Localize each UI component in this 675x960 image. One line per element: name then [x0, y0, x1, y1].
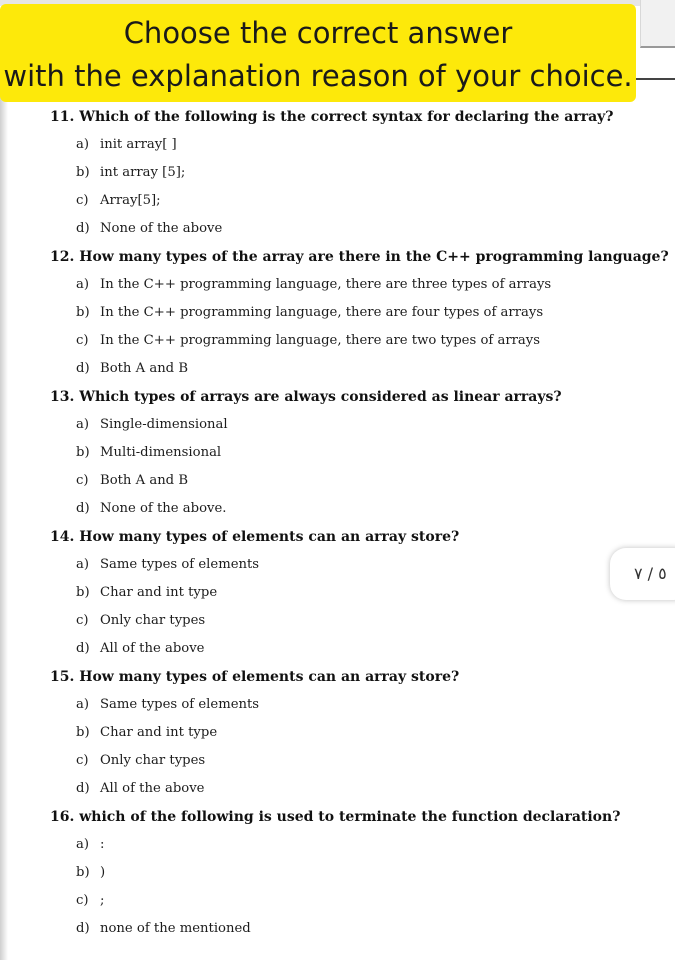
option-text: Only char types — [100, 753, 206, 768]
page-edge-shadow — [0, 90, 8, 960]
option-item — [50, 416, 650, 444]
banner-line-2: with the explanation reason of your choice. — [3, 59, 633, 93]
question-12: 12. How many types of the array are there in the C++ programming language? — [50, 249, 669, 265]
question-16: 16. which of the following is used to terminate the function declaration? — [50, 809, 621, 825]
option-text: Both A and B — [100, 361, 189, 376]
option-text: Char and int type — [100, 585, 218, 600]
option-letter: d) — [76, 781, 90, 796]
option-item — [50, 556, 650, 584]
option-letter: d) — [76, 501, 90, 516]
option-letter: c) — [76, 753, 89, 768]
option-letter: c) — [76, 613, 89, 628]
option-letter: b) — [76, 305, 90, 320]
page-counter-badge[interactable] — [610, 548, 675, 600]
option-text: ) — [100, 865, 106, 880]
option-letter: c) — [76, 893, 89, 908]
option-text: In the C++ programming language, there are three types of arrays — [100, 277, 552, 292]
instruction-banner — [0, 4, 636, 102]
option-text: Multi-dimensional — [100, 445, 222, 460]
option-item — [50, 892, 650, 920]
option-text: none of the mentioned — [100, 921, 251, 936]
option-letter: a) — [76, 837, 90, 852]
option-text: Array[5]; — [100, 193, 161, 208]
option-letter: d) — [76, 361, 90, 376]
option-item — [50, 752, 650, 780]
option-item — [50, 360, 650, 388]
option-text: Only char types — [100, 613, 206, 628]
option-letter: b) — [76, 725, 90, 740]
option-item — [50, 584, 650, 612]
option-item — [50, 136, 650, 164]
option-text: Single-dimensional — [100, 417, 228, 432]
option-item — [50, 864, 650, 892]
option-item — [50, 696, 650, 724]
option-item — [50, 304, 650, 332]
question-11: 11. Which of the following is the correct syntax for declaring the array? — [50, 109, 614, 125]
option-item — [50, 220, 650, 248]
option-text: Same types of elements — [100, 557, 260, 572]
option-text: : — [100, 837, 105, 852]
option-item — [50, 444, 650, 472]
option-letter: d) — [76, 921, 90, 936]
option-letter: a) — [76, 557, 90, 572]
option-letter: b) — [76, 585, 90, 600]
option-item — [50, 500, 650, 528]
option-letter: a) — [76, 417, 90, 432]
option-letter: c) — [76, 193, 89, 208]
option-text: None of the above — [100, 221, 223, 236]
divider-rule — [636, 78, 675, 80]
option-item — [50, 612, 650, 640]
option-item — [50, 332, 650, 360]
question-15: 15. How many types of elements can an array store? — [50, 669, 460, 685]
option-text: All of the above — [100, 781, 205, 796]
option-item — [50, 920, 650, 948]
option-text: Both A and B — [100, 473, 189, 488]
question-14: 14. How many types of elements can an array store? — [50, 529, 460, 545]
option-letter: b) — [76, 165, 90, 180]
option-item — [50, 780, 650, 808]
option-item — [50, 472, 650, 500]
option-text: int array [5]; — [100, 165, 186, 180]
option-item — [50, 164, 650, 192]
option-item — [50, 276, 650, 304]
option-text: All of the above — [100, 641, 205, 656]
option-item — [50, 192, 650, 220]
option-text: ; — [100, 893, 105, 908]
option-letter: a) — [76, 277, 90, 292]
option-letter: c) — [76, 333, 89, 348]
option-text: init array[ ] — [100, 137, 177, 152]
next-page-edge — [640, 0, 675, 48]
option-letter: d) — [76, 221, 90, 236]
option-text: Same types of elements — [100, 697, 260, 712]
option-letter: b) — [76, 445, 90, 460]
option-letter: d) — [76, 641, 90, 656]
option-text: In the C++ programming language, there are two types of arrays — [100, 333, 541, 348]
option-letter: a) — [76, 137, 90, 152]
option-text: None of the above. — [100, 501, 227, 516]
option-item — [50, 640, 650, 668]
option-item — [50, 724, 650, 752]
banner-line-1: Choose the correct answer — [123, 16, 513, 50]
option-item — [50, 836, 650, 864]
option-letter: a) — [76, 697, 90, 712]
question-13: 13. Which types of arrays are always considered as linear arrays? — [50, 389, 562, 405]
option-letter: b) — [76, 865, 90, 880]
option-text: Char and int type — [100, 725, 218, 740]
page-counter-text: ٥ / ٧ — [634, 564, 667, 583]
option-letter: c) — [76, 473, 89, 488]
option-text: In the C++ programming language, there are four types of arrays — [100, 305, 544, 320]
